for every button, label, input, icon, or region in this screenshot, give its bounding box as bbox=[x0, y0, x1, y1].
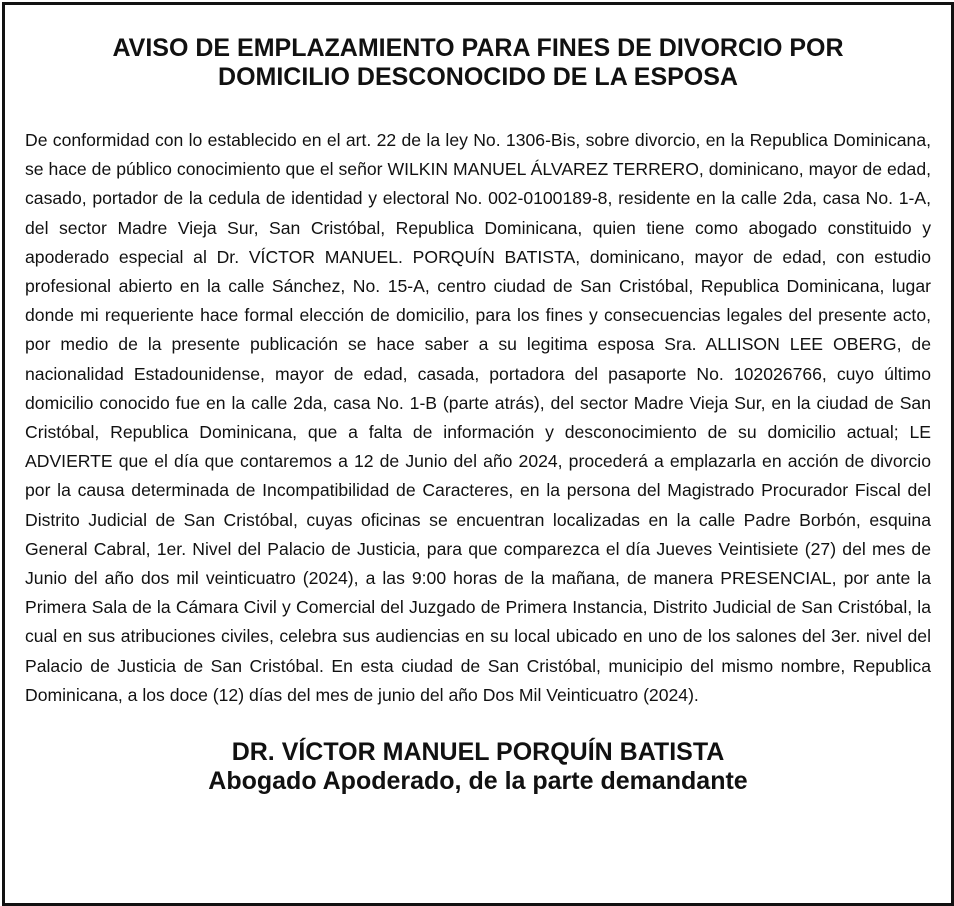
notice-title bbox=[35, 34, 921, 92]
signature-block bbox=[5, 738, 951, 796]
notice-title-line-2: DOMICILIO DESCONOCIDO DE LA ESPOSA bbox=[218, 63, 738, 91]
notice-title-line-1: AVISO DE EMPLAZAMIENTO PARA FINES DE DIVORCIO POR bbox=[112, 34, 844, 62]
signature-role: Abogado Apoderado, de la parte demandante bbox=[208, 767, 748, 796]
legal-notice bbox=[2, 2, 954, 906]
notice-body: De conformidad con lo establecido en el art. 22 de la ley No. 1306-Bis, sobre divorcio, en la Republica Dominicana, se hace de público conocimiento que el señor WILKIN MANUEL ÁLVAREZ TERRERO, dominicano, mayor de edad, casado, portador de la cedula de identidad y electoral No. 002-0100189-8, residente en la calle 2da, casa No. 1-A, del sector Madre Vieja Sur, San Cristóbal, Republica Dominicana, quien tiene como abogado constituido y apoderado especial al Dr. VÍCTOR MANUEL. PORQUÍN BATISTA, dominicano, mayor de edad, con estudio profesional abierto en la calle Sánchez, No. 15-A, centro ciudad de San Cristóbal, Republica Dominicana, lugar donde mi requeriente hace formal elección de domicilio, para los fines y consecuencias legales del presente acto, por medio de la presente publicación se hace saber a su legitima esposa Sra. ALLISON LEE OBERG, de nacionalidad Estadounidense, mayor de edad, casada, portadora del pasaporte No. 102026766, cuyo último domicilio conocido fue en la calle 2da, casa No. 1-B (parte atrás), del sector Madre Vieja Sur, en la ciudad de San Cristóbal, Republica Dominicana, que a falta de información y desconocimiento de su domicilio actual; LE ADVIERTE que el día que contaremos a 12 de Junio del año 2024, procederá a emplazarla en acción de divorcio por la causa determinada de Incompatibilidad de Caracteres, en la persona del Magistrado Procurador Fiscal del Distrito Judicial de San Cristóbal, cuyas oficinas se encuentran localizadas en la calle Padre Borbón, esquina General Cabral, 1er. Nivel del Palacio de Justicia, para que comparezca el día Jueves Veintisiete (27) del mes de Junio del año dos mil veinticuatro (2024), a las 9:00 horas de la mañana, de manera PRESENCIAL, por ante la Primera Sala de la Cámara Civil y Comercial del Juzgado de Primera Instancia, Distrito Judicial de San Cristóbal, la cual en sus atribuciones civiles, celebra sus audiencias en su local ubicado en uno de los salones del 3er. nivel del Palacio de Justicia de San Cristóbal. En esta ciudad de San Cristóbal, municipio del mismo nombre, Republica Dominicana, a los doce (12) días del mes de junio del año Dos Mil Veinticuatro (2024). bbox=[25, 130, 931, 705]
signature-name: DR. VÍCTOR MANUEL PORQUÍN BATISTA bbox=[231, 738, 725, 767]
